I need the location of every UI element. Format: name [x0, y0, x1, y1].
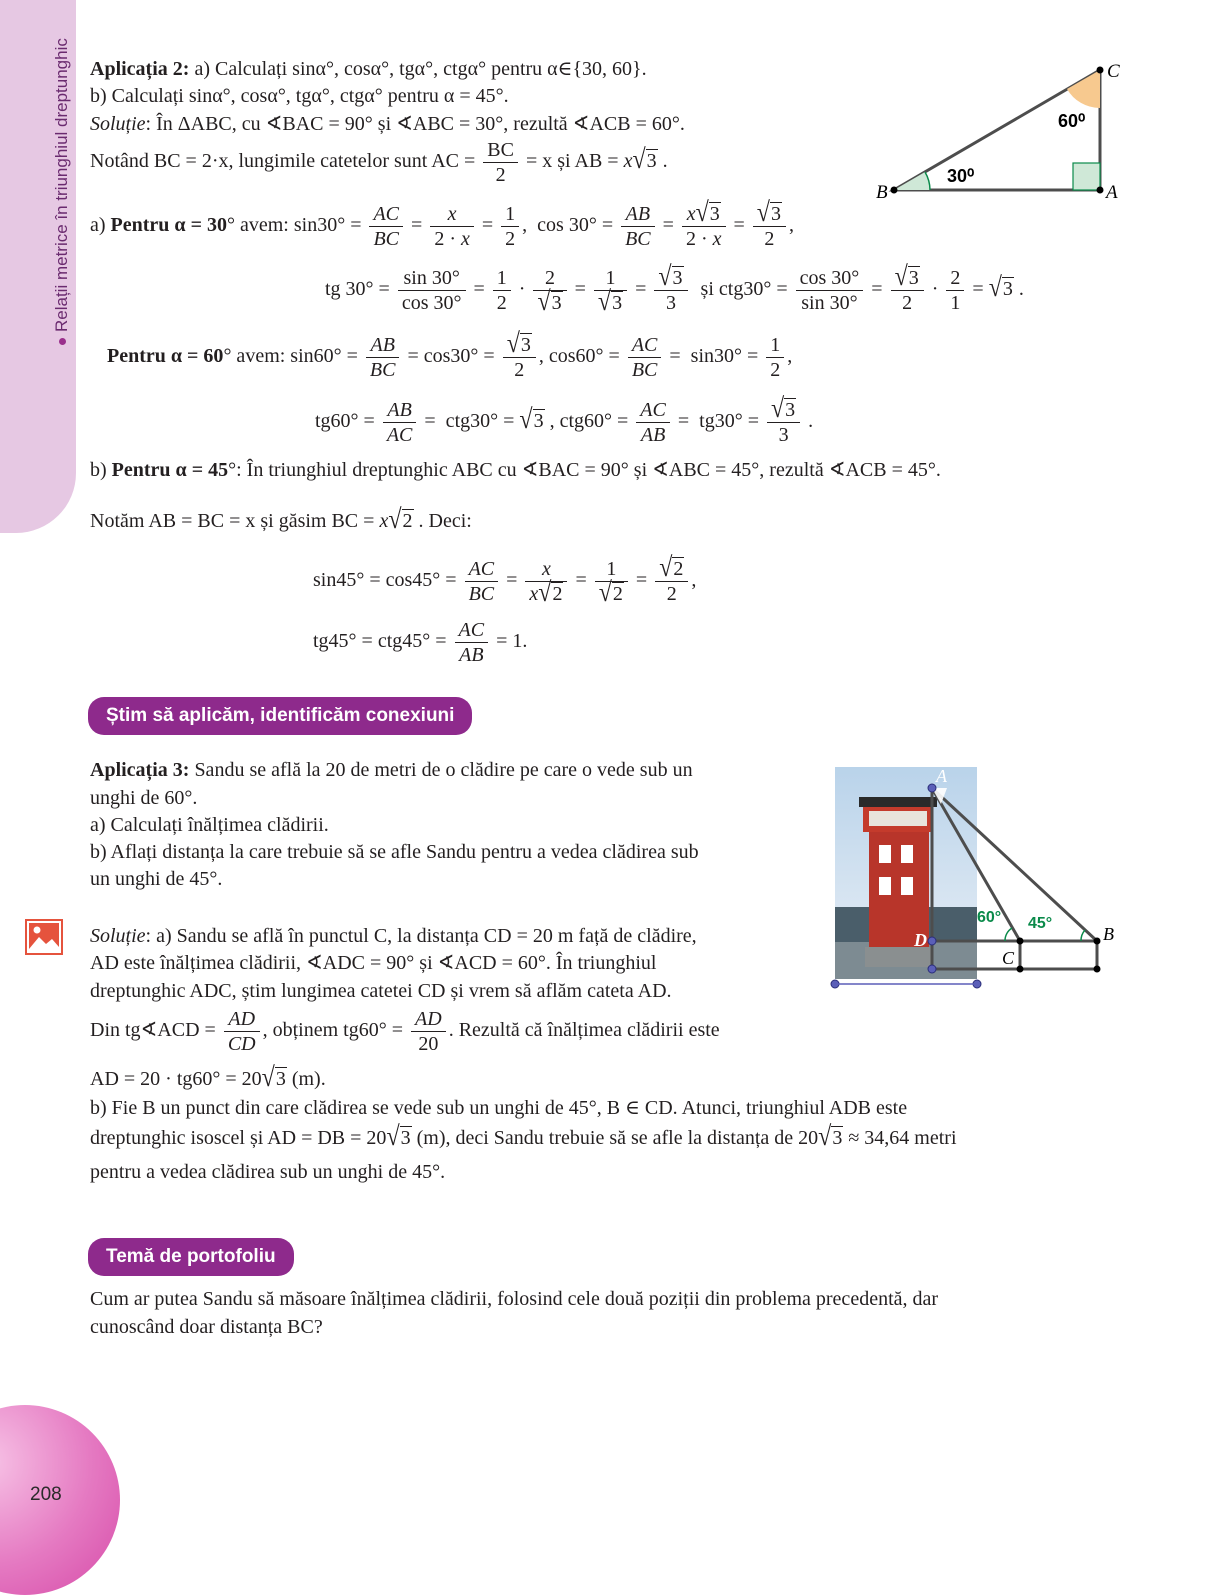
app3-line5: un unghi de 45°.: [90, 868, 223, 890]
height-figure: [825, 764, 1125, 994]
app2-sin45: sin45° = cos45° = $\frac{AC}{BC}$ = $\frac{x}{x√2}$ = $\frac{1}{√2}$ = $\frac{√2}{2}$ ,: [313, 553, 697, 608]
label-60: 60⁰: [1058, 111, 1086, 131]
portfolio-line1: Cum ar putea Sandu să măsoare înălțimea clădirii, folosind cele două poziții din problema precedentă, dar: [90, 1288, 939, 1310]
app2-part-b: b) Pentru α = 45°: În triunghiul dreptunghic ABC cu ∢BAC = 90° și ∢ABC = 45°, rezultă ∢ACB = 45°.: [90, 459, 941, 481]
app3-sol1: Soluție: a) Sandu se află în punctul C, la distanța CD = 20 m față de clădire,: [90, 925, 697, 947]
app2-line-b: b) Calculați sinα°, cosα°, tgα°, ctgα° pentru α = 45°.: [90, 85, 509, 107]
page-number: 208: [30, 1484, 62, 1505]
angle-45-arc: [1081, 930, 1085, 941]
label-d: D: [914, 930, 927, 950]
point-b: [1094, 938, 1101, 945]
segment-ab: [932, 788, 1097, 941]
app2-tg45: tg45° = ctg45° = $\frac{AC}{AB}$ = 1.: [313, 619, 528, 666]
angle-60-arc: [1005, 928, 1012, 941]
label-45: 45°: [1028, 915, 1053, 932]
portfolio-line2: cunoscând doar distanța BC?: [90, 1316, 323, 1338]
image-icon: [25, 919, 63, 955]
point-b: [891, 187, 898, 194]
label-30: 30⁰: [947, 166, 975, 186]
app2-notam: Notăm AB = BC = x și găsim BC = x√2 . Deci:: [90, 505, 472, 535]
right-angle-mark: [1073, 163, 1100, 190]
label-60: 60°: [977, 909, 1002, 926]
point-d-ground: [928, 965, 936, 973]
angle-c-fill: [1067, 70, 1100, 108]
app3-sol3: dreptunghic ADC, știm lungimea catetei CD și vrem să aflăm cateta AD.: [90, 980, 672, 1002]
app3-line3: a) Calculați înălțimea clădirii.: [90, 814, 329, 836]
label-a: A: [1106, 182, 1118, 203]
point-d: [928, 937, 936, 945]
app3-line4: b) Aflați distanța la care trebuie să se afle Sandu pentru a vedea clădirea sub: [90, 841, 699, 863]
label-b: B: [1103, 924, 1114, 944]
app3-sol6: b) Fie B un punct din care clădirea se vede sub un unghi de 45°, B ∈ CD. Atunci, triunghiul ADB este: [90, 1097, 908, 1119]
point-b-ground: [1094, 966, 1101, 973]
app2-line-a: Aplicația 2: a) Calculați sinα°, cosα°, tgα°, ctgα° pentru α∈{30, 60}.: [90, 58, 647, 80]
app3-sol2: AD este înălțimea clădirii, ∢ADC = 90° și ∢ACD = 60°. În triunghiul: [90, 952, 657, 974]
point-a: [928, 784, 936, 792]
section-banner-portfolio: Temă de portofoliu: [88, 1238, 294, 1276]
point-a: [1097, 187, 1104, 194]
angle-b-fill: [894, 172, 930, 190]
point-c: [1017, 938, 1024, 945]
app2-notand-line: Notând BC = 2·x, lungimile catetelor sunt AC = $\frac{BC}{2}$ = x și AB = x√3 .: [90, 139, 668, 186]
app2-part-a: a) Pentru α = 30° avem: sin30° = $\frac{AC}{BC}$ = $\frac{x}{2 \cdot x}$ = $\frac{1}{2}$ , cos 30° = $\frac{AB}{BC}$ = $\frac{x√3}{2 \cdot x}$ = $\frac{√3}{2}$ ,: [90, 198, 794, 250]
app2-tg30: tg 30° = $\frac{\sin 30^\circ}{\cos 30^\circ}$ = $\frac{1}{2}$ · $\frac{2}{√3}$ = $\frac{1}{√3}$ = $\frac{√3}{3}$ și ctg30° = $\frac{\cos 30^\circ}{\sin 30^\circ}$ = $\frac{√3}{2}$ · $\frac{2}{1}$ = √3 .: [325, 262, 1024, 317]
app2-solution: Soluție: În ΔABC, cu ∢BAC = 90° și ∢ABC = 30°, rezultă ∢ACB = 60°.: [90, 113, 685, 135]
segment-ac: [932, 788, 1020, 941]
label-b: B: [876, 182, 888, 203]
section-banner-apply: Știm să aplicăm, identificăm conexiuni: [88, 697, 472, 735]
label-a: A: [936, 766, 947, 786]
app2-part-60: Pentru α = 60° avem: sin60° = $\frac{AB}{BC}$ = cos30° = $\frac{√3}{2}$ , cos60° = $\frac{AC}{BC}$ = sin30° = $\frac{1}{2}$ ,: [107, 329, 793, 381]
label-c: C: [1107, 61, 1120, 82]
app2-tg60: tg60° = $\frac{AB}{AC}$ = ctg30° = √3 , ctg60° = $\frac{AC}{AB}$ = tg30° = $\frac{√3}{3}$ .: [315, 394, 814, 446]
app3-sol5: AD = 20 · tg60° = 20√3 (m).: [90, 1063, 326, 1093]
point-c: [1097, 67, 1104, 74]
triangle-figure-30-60: [870, 60, 1130, 205]
app3-sol4: Din tg∢ACD = $\frac{AD}{CD}$ , obținem tg60° = $\frac{AD}{20}$ . Rezultă că înălțimea clădirii este: [90, 1008, 720, 1055]
app3-line2: unghi de 60°.: [90, 787, 198, 809]
app3-sol8: pentru a vedea clădirea sub un unghi de 45°.: [90, 1161, 446, 1183]
bullet-icon: [59, 338, 66, 345]
sidebar-chapter-title: Relații metrice în triunghiul dreptunghic: [52, 38, 72, 345]
app3-line1: Aplicația 3: Sandu se află la 20 de metri de o clădire pe care o vede sub un: [90, 759, 693, 781]
point-c-ground: [1017, 966, 1024, 973]
label-c: C: [1002, 948, 1015, 968]
app3-sol7: dreptunghic isoscel și AD = DB = 20√3 (m), deci Sandu trebuie să se afle la distanța de 20√3 ≈ 34,64 metri: [90, 1122, 957, 1152]
